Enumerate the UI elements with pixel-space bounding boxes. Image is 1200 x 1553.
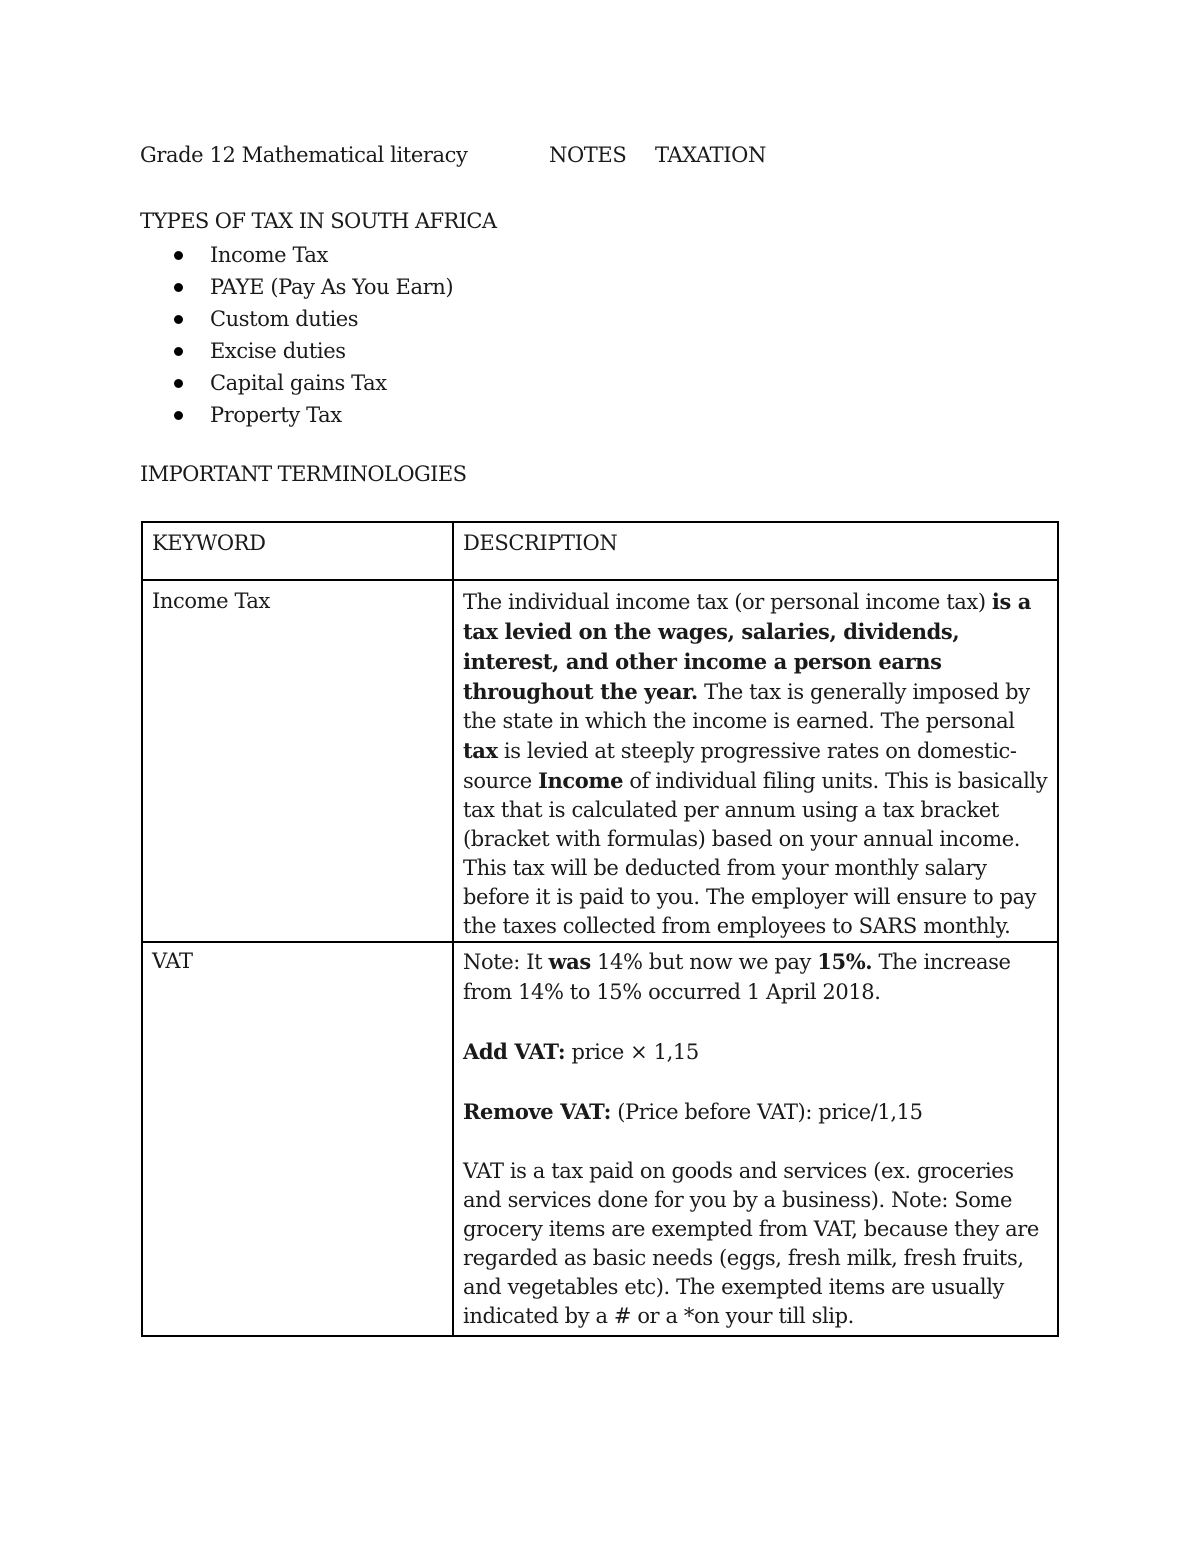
types-of-tax-heading: TYPES OF TAX IN SOUTH AFRICA [140, 209, 497, 233]
bullet-icon [174, 283, 183, 292]
table-row [142, 580, 1058, 942]
description-cell [453, 942, 1058, 1336]
tax-types-list [140, 242, 453, 434]
description-column-header: DESCRIPTION [453, 522, 1058, 580]
list-item: PAYE (Pay As You Earn) [140, 274, 453, 306]
income-tax-description: The individual income tax (or personal income tax) is a tax levied on the wages, salaries, dividends, interest, and other income a person earns throughout the year. The tax is generally imposed by the state in which the income is earned. The personal tax is levied at steeply progressive rates on domestic-source Income of individual filing units. This is basically tax that is calculated per annum using a tax bracket (bracket with formulas) based on your annual income. This tax will be deducted from your monthly salary before it is paid to you. The employer will ensure to pay the taxes collected from employees to SARS monthly. [463, 589, 1048, 938]
bullet-icon [174, 251, 183, 260]
list-item: Excise duties [140, 338, 453, 370]
description-cell [453, 580, 1058, 942]
list-item: Income Tax [140, 242, 453, 274]
keyword-cell: Income Tax [142, 580, 453, 942]
bullet-icon [174, 315, 183, 324]
remove-vat-formula: Remove VAT: (Price before VAT): price/1,15 [463, 1099, 923, 1124]
table-header-row [142, 522, 1058, 580]
document-header [140, 143, 1040, 171]
course-title: Grade 12 Mathematical literacy [140, 143, 468, 167]
terminology-table [141, 521, 1059, 1337]
list-item: Capital gains Tax [140, 370, 453, 402]
list-item: Property Tax [140, 402, 453, 434]
add-vat-formula: Add VAT: price × 1,15 [463, 1039, 699, 1064]
vat-explanation: VAT is a tax paid on goods and services (ex. groceries and services done for you by a business). Note: Some grocery items are exempted from VAT, because they are regarded as basic needs (eggs, fresh milk, fresh fruits, and vegetables etc). The exempted items are usually indicated by a # or a *on your till slip. [463, 1159, 1039, 1328]
table-row [142, 942, 1058, 1336]
list-item: Custom duties [140, 306, 453, 338]
bullet-icon [174, 379, 183, 388]
notes-label: NOTES [549, 143, 627, 167]
vat-rate-note: Note: It was 14% but now we pay 15%. The increase from 14% to 15% occurred 1 April 2018. [463, 949, 1011, 1004]
bullet-icon [174, 347, 183, 356]
terminologies-heading: IMPORTANT TERMINOLOGIES [140, 462, 467, 486]
topic-title: TAXATION [655, 143, 766, 167]
keyword-cell: VAT [142, 942, 453, 1336]
bullet-icon [174, 411, 183, 420]
keyword-column-header: KEYWORD [142, 522, 453, 580]
